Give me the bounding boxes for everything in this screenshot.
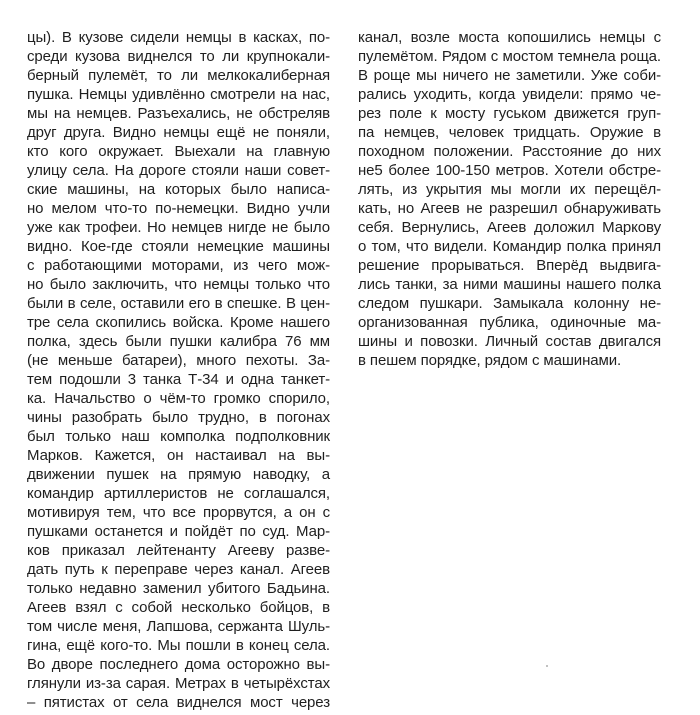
text-line: гина, ещё кого-то. Мы пошли в конец села. — [27, 637, 330, 654]
text-line: походном положении. Расстояние до них — [358, 143, 661, 160]
text-line: уже как трофеи. Но немцев нигде не было — [27, 219, 330, 236]
text-line: но было заключить, что немцы только что — [27, 276, 330, 293]
text-line: полка, здесь были пушки калибра 76 мм — [27, 333, 330, 350]
text-line: среди кузова виднелся то ли крупнокали- — [27, 48, 330, 65]
text-line: только недавно заменил убитого Бадьина. — [27, 580, 330, 597]
text-line: себя. Вернулись, Агеев доложил Маркову — [358, 219, 661, 236]
text-line: ка. Начальство о чём-то громко спорило, — [27, 390, 330, 407]
text-line: организованная публика, одиночные ма- — [358, 314, 661, 331]
text-line: был только наш комполка подполковник — [27, 428, 330, 445]
text-column-right — [358, 28, 661, 370]
text-line: дать путь к переправе через канал. Агеев — [27, 561, 330, 578]
text-line: тре села скопились войска. Кроме нашего — [27, 314, 330, 331]
text-line: о том, что видели. Командир полка принял — [358, 238, 661, 255]
text-line: цы). В кузове сидели немцы в касках, по- — [27, 29, 330, 46]
text-line: улицу села. На дороге стояли наши совет- — [27, 162, 330, 179]
text-line: Марков. Кажется, он настаивал на вы- — [27, 447, 330, 464]
text-line: пушками останется и пойдёт по суд. Мар- — [27, 523, 330, 540]
text-line: канал, возле моста копошились немцы с — [358, 29, 661, 46]
text-line: том числе меня, Лапшова, сержанта Шуль- — [27, 618, 330, 635]
text-line: глянули из-за сарая. Метрах в четырёхстах — [27, 675, 330, 692]
text-line: чины разобрать было трудно, в погонах — [27, 409, 330, 426]
text-line: ков приказал лейтенанту Агееву разве- — [27, 542, 330, 559]
text-line: шины и повозки. Личный состав двигался — [358, 333, 661, 350]
text-line: Агеев взял с собой несколько бойцов, в — [27, 599, 330, 616]
text-line: в пешем порядке, рядом с машинами. — [358, 352, 622, 369]
text-line: лись танки, за ними машины нашего полка — [358, 276, 661, 293]
text-line: ские машины, на которых было написа- — [27, 181, 330, 198]
text-column-left — [27, 28, 330, 712]
text-line: пушка. Немцы удивлённо смотрели на нас, — [27, 86, 330, 103]
text-line: решение прорываться. Вперёд выдвига- — [358, 257, 661, 274]
text-line: лять, из укрытия мы могли их перещёл- — [358, 181, 661, 198]
text-line: с работающими моторами, из чего мож- — [27, 257, 330, 274]
text-line: движении пушек на прямую наводку, а — [27, 466, 330, 483]
text-line: командир артиллеристов не соглашался, — [27, 485, 330, 502]
text-line: не5 более 100-150 метров. Хотели обстре- — [358, 162, 661, 179]
text-line: мы на немцев. Разъехались, не обстреляв — [27, 105, 330, 122]
text-line: В роще мы ничего не заметили. Уже соби- — [358, 67, 661, 84]
text-line: Во дворе последнего дома осторожно вы- — [27, 656, 330, 673]
text-line: но мелом что-то по-немецки. Видно учли — [27, 200, 330, 217]
text-line: пулемётом. Рядом с мостом темнела роща. — [358, 48, 661, 65]
scan-artifact-dot — [546, 665, 548, 667]
text-line: мотивируя тем, что все прорвутся, а он с — [27, 504, 330, 521]
text-line: кать, но Агеев не разрешил обнаруживать — [358, 200, 661, 217]
text-line: друг друга. Видно немцы ещё не поняли, — [27, 124, 330, 141]
text-line: (не меньше батареи), много пехоты. За- — [27, 352, 330, 369]
text-line: тем подошли 3 танка Т-34 и одна танкет- — [27, 371, 330, 388]
text-line: кто кого окружает. Выехали на главную — [27, 143, 330, 160]
text-line: берный пулемёт, то ли мелкокалиберная — [27, 67, 330, 84]
text-line: рались уходить, когда увидели: прямо че- — [358, 86, 661, 103]
text-line: были в селе, оставили его в спешке. В цен- — [27, 295, 330, 312]
text-line: – пятистах от села виднелся мост через — [27, 694, 330, 711]
text-line: рез поле к мосту гуськом движется груп- — [358, 105, 661, 122]
text-line: следом пушкари. Замыкала колонну не- — [358, 295, 661, 312]
text-line: па немцев, человек тридцать. Оружие в — [358, 124, 661, 141]
text-line: видно. Кое-где стояли немецкие машины — [27, 238, 330, 255]
